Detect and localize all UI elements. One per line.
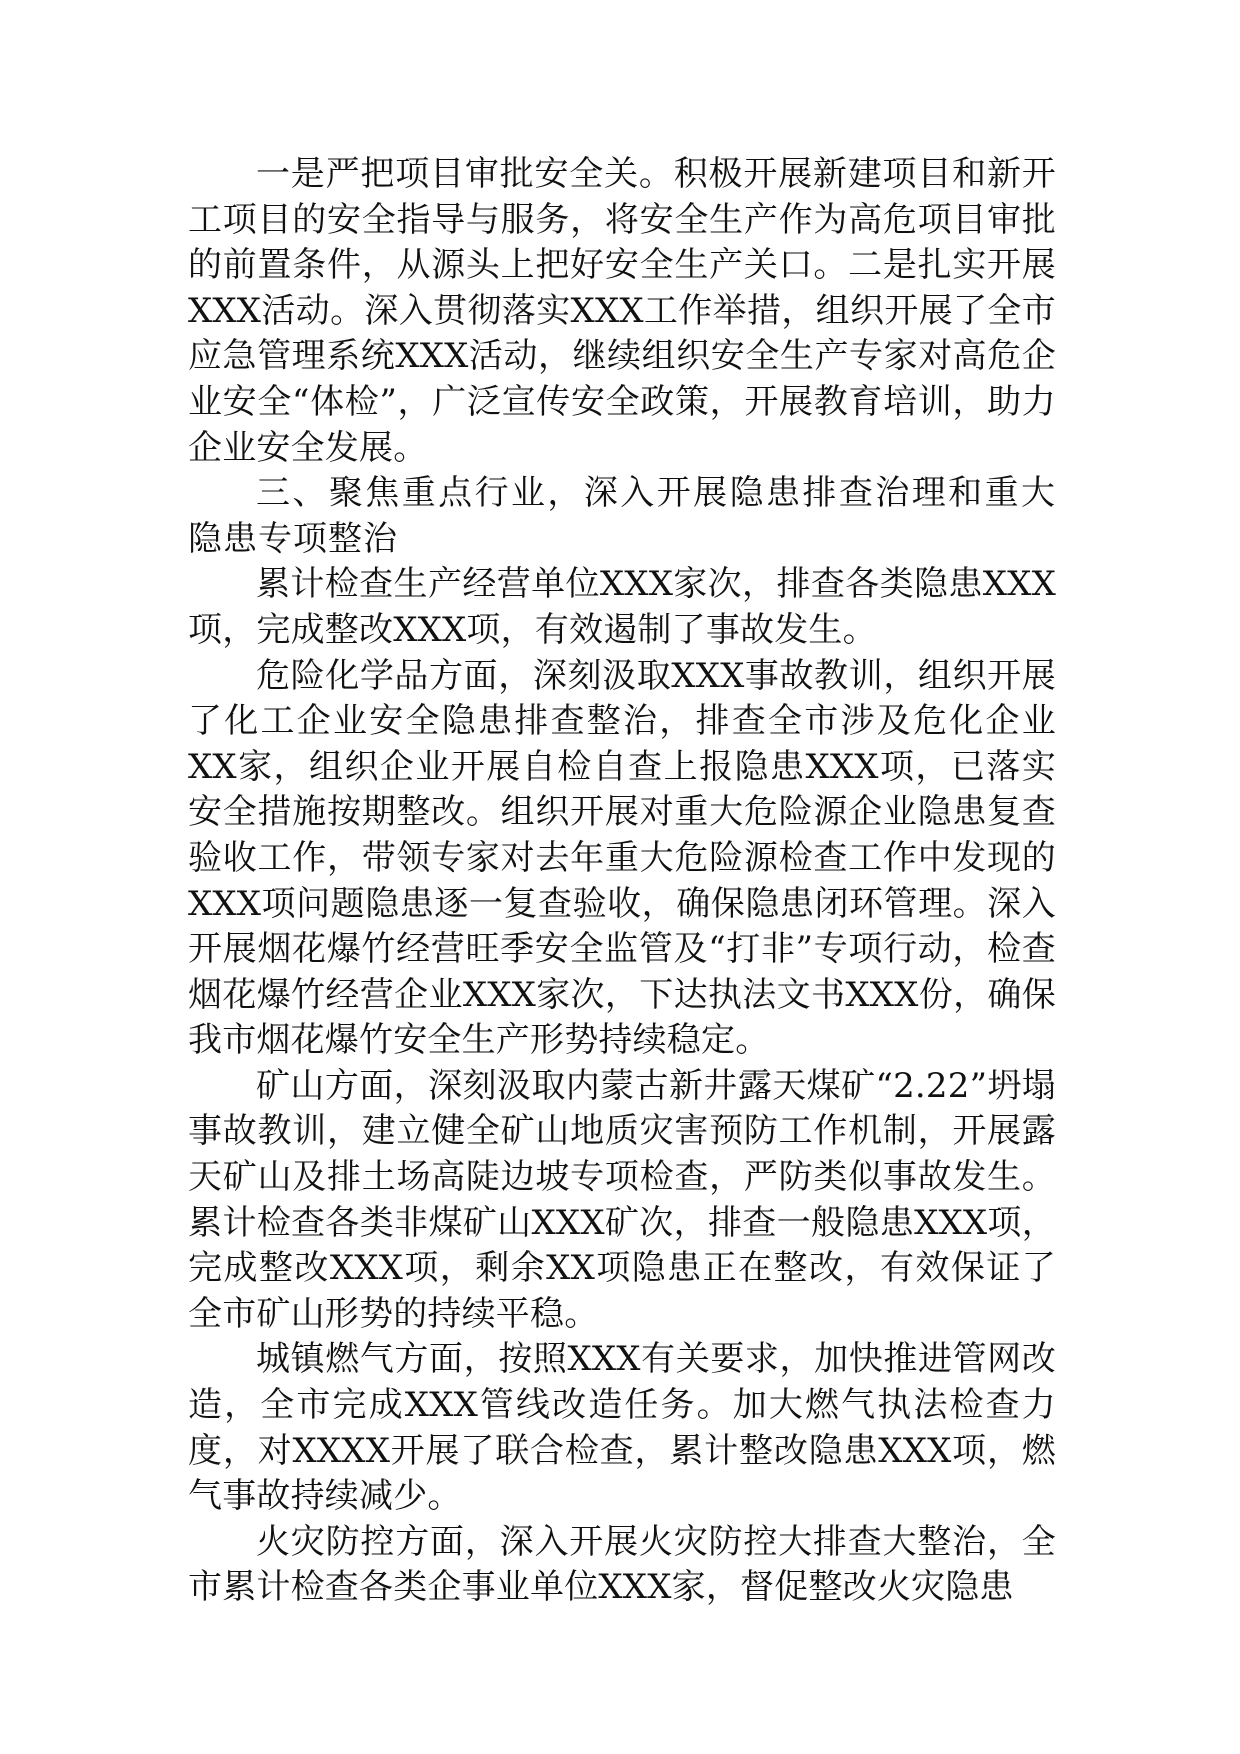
paragraph-fire-prevention: 火灾防控方面，深入开展火灾防控大排查大整治，全市累计检查各类企事业单位XXX家，督促整改火灾隐患 <box>188 1521 1056 1608</box>
section-heading-three: 三、聚焦重点行业，深入开展隐患排查治理和重大隐患专项整治 <box>188 473 1056 559</box>
paragraph-approval-safety: 一是严把项目审批安全关。积极开展新建项目和新开工项目的安全指导与服务，将安全生产作为高危项目审批的前置条件，从源头上把好安全生产关口。二是扎实开展XXX活动。深入贯彻落实XXX工作举措，组织开展了全市应急管理系统XXX活动，继续组织安全生产专家对高危企业安全“体检”，广泛宣传安全政策，开展教育培训，助力企业安全发展。 <box>188 154 1056 468</box>
paragraph-inspection-summary: 累计检查生产经营单位XXX家次，排查各类隐患XXX项，完成整改XXX项，有效遏制了事故发生。 <box>188 564 1056 650</box>
paragraph-urban-gas: 城镇燃气方面，按照XXX有关要求，加快推进管网改造，全市完成XXX管线改造任务。加大燃气执法检查力度，对XXXX开展了联合检查，累计整改隐患XXX项，燃气事故持续减少。 <box>188 1339 1056 1517</box>
document-body <box>188 152 1056 1611</box>
paragraph-mining: 矿山方面，深刻汲取内蒙古新井露天煤矿“2.22”坍塌事故教训，建立健全矿山地质灾害预防工作机制，开展露天矿山及排土场高陡边坡专项检查，严防类似事故发生。累计检查各类非煤矿山XXX矿次，排查一般隐患XXX项，完成整改XXX项，剩余XX项隐患正在整改，有效保证了全市矿山形势的持续平稳。 <box>188 1065 1056 1334</box>
paragraph-hazardous-chemicals: 危险化学品方面，深刻汲取XXX事故教训，组织开展了化工企业安全隐患排查整治，排查全市涉及危化企业XX家，组织企业开展自检自查上报隐患XXX项，已落实安全措施按期整改。组织开展对重大危险源企业隐患复查验收工作，带领专家对去年重大危险源检查工作中发现的XXX项问题隐患逐一复查验收，确保隐患闭环管理。深入开展烟花爆竹经营旺季安全监管及“打非”专项行动，检查烟花爆竹经营企业XXX家次，下达执法文书XXX份，确保我市烟花爆竹安全生产形势持续稳定。 <box>188 655 1056 1061</box>
